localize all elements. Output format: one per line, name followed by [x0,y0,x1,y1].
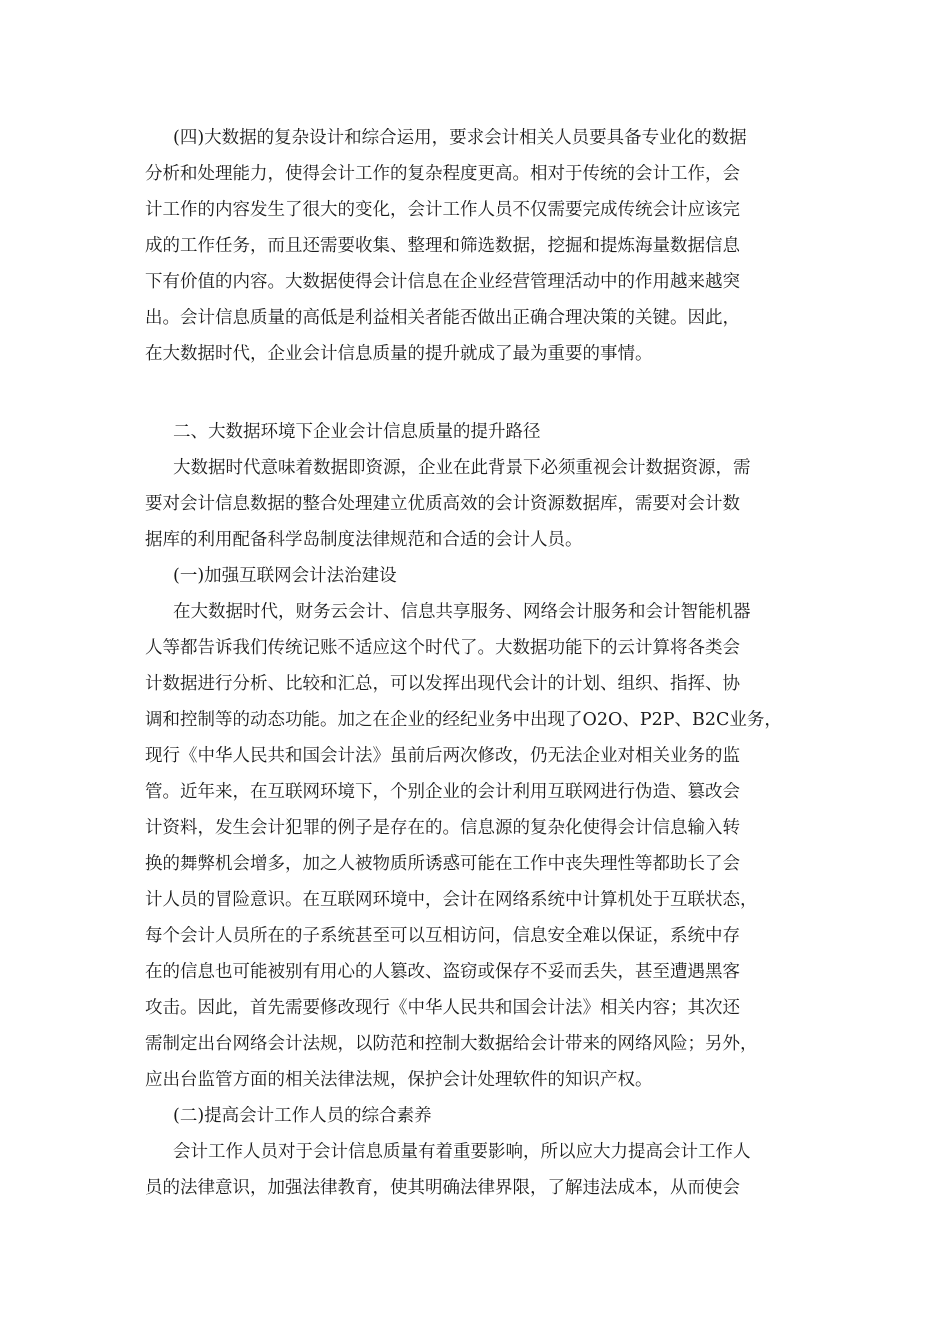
part-2-section [145,414,805,1206]
subsection-2-paragraph [145,1134,805,1206]
text-line: 出。会计信息质量的高低是利益相关者能否做出正确合理决策的关键。因此， [145,308,740,328]
text-line: 现行《中华人民共和国会计法》虽前后两次修改，仍无法企业对相关业务的监 [145,746,740,766]
text-line: 调和控制等的动态功能。加之在企业的经纪业务中出现了O2O、P2P、B2C业务， [145,710,782,730]
text-line: 每个会计人员所在的子系统甚至可以互相访问，信息安全难以保证，系统中存 [145,926,740,946]
text-line: 需制定出台网络会计法规，以防范和控制大数据给会计带来的网络风险；另外， [145,1034,758,1054]
text-line: 员的法律意识，加强法律教育，使其明确法律界限，了解违法成本，从而使会 [145,1178,740,1198]
subsection-2-heading: (二)提高会计工作人员的综合素养 [173,1106,432,1126]
text-line: 换的舞弊机会增多，加之人被物质所诱惑可能在工作中丧失理性等都助长了会 [145,854,740,874]
text-line: 要对会计信息数据的整合处理建立优质高效的会计资源数据库，需要对会计数 [145,494,740,514]
text-line: 在的信息也可能被别有用心的人篡改、盗窃或保存不妥而丢失，甚至遭遇黑客 [145,962,740,982]
text-line: 下有价值的内容。大数据使得会计信息在企业经营管理活动中的作用越来越突 [145,272,740,292]
subsection-1-paragraph [145,594,805,1098]
text-line: 计数据进行分析、比较和汇总，可以发挥出现代会计的计划、组织、指挥、协 [145,674,740,694]
text-line: 据库的利用配备科学岛制度法律规范和合适的会计人员。 [145,530,583,550]
text-line: 大数据时代意味着数据即资源，企业在此背景下必须重视会计数据资源，需 [173,458,751,478]
section-4-paragraph [145,120,805,372]
text-line: 分析和处理能力，使得会计工作的复杂程度更高。相对于传统的会计工作，会 [145,164,740,184]
text-line: 成的工作任务，而且还需要收集、整理和筛选数据，挖掘和提炼海量数据信息 [145,236,740,256]
text-line: 计人员的冒险意识。在互联网环境中，会计在网络系统中计算机处于互联状态， [145,890,758,910]
section-heading: 二、大数据环境下企业会计信息质量的提升路径 [173,422,541,442]
text-line: 人等都告诉我们传统记账不适应这个时代了。大数据功能下的云计算将各类会 [145,638,740,658]
text-line: 在大数据时代，财务云会计、信息共享服务、网络会计服务和会计智能机器 [173,602,751,622]
text-line: (四)大数据的复杂设计和综合运用，要求会计相关人员要具备专业化的数据 [173,128,747,148]
text-line: 计资料，发生会计犯罪的例子是存在的。信息源的复杂化使得会计信息输入转 [145,818,740,838]
intro-paragraph [145,450,805,558]
text-line: 应出台监管方面的相关法律法规，保护会计处理软件的知识产权。 [145,1070,653,1090]
text-line: 会计工作人员对于会计信息质量有着重要影响，所以应大力提高会计工作人 [173,1142,751,1162]
text-line: 计工作的内容发生了很大的变化，会计工作人员不仅需要完成传统会计应该完 [145,200,740,220]
text-line: 管。近年来，在互联网环境下，个别企业的会计利用互联网进行伪造、篡改会 [145,782,740,802]
text-line: 在大数据时代，企业会计信息质量的提升就成了最为重要的事情。 [145,344,653,364]
text-line: 攻击。因此，首先需要修改现行《中华人民共和国会计法》相关内容；其次还 [145,998,740,1018]
subsection-1-heading: (一)加强互联网会计法治建设 [173,566,397,586]
